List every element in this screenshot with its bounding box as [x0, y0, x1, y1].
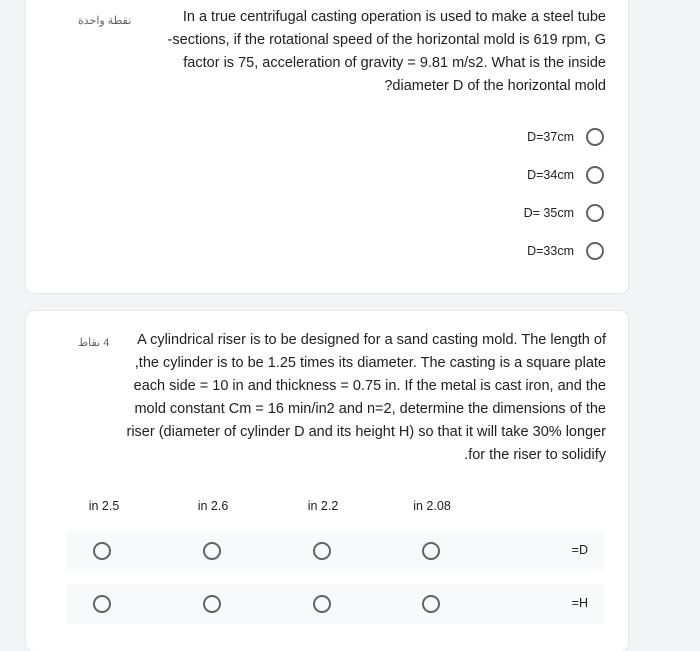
radio-button[interactable]: [422, 595, 440, 613]
radio-button[interactable]: [93, 595, 111, 613]
option-d-34[interactable]: [527, 166, 604, 184]
grid-row-h: [66, 584, 604, 624]
question-card-1: [26, 0, 628, 293]
grid-column-header: in 2.6: [197, 499, 229, 513]
radio-button[interactable]: [93, 542, 111, 560]
radio-button[interactable]: [313, 595, 331, 613]
option-label: D= 35cm: [523, 206, 574, 220]
option-d-37[interactable]: [527, 128, 604, 146]
points-label: نقطة واحدة: [78, 15, 132, 27]
option-label: D=37cm: [527, 130, 574, 144]
grid-column-header: in 2.08: [413, 499, 451, 513]
question-line: riser (diameter of cylinder D and its height H) so that it will take 30% longer: [126, 424, 606, 440]
question-text: [86, 329, 606, 467]
option-d-33[interactable]: [527, 242, 604, 260]
question-text: [126, 6, 606, 98]
grid-row-label: D=: [571, 543, 588, 557]
grid-row-d: [66, 531, 604, 571]
option-d-35[interactable]: [524, 204, 604, 222]
question-card-2: [26, 311, 628, 651]
option-label: D=34cm: [527, 168, 574, 182]
radio-button[interactable]: [586, 242, 604, 260]
question-line: sections, if the rotational speed of the horizontal mold is 619 rpm, G-: [167, 32, 606, 48]
question-line: In a true centrifugal casting operation is used to make a steel tube: [182, 9, 606, 25]
radio-button[interactable]: [422, 542, 440, 560]
question-line: A cylindrical riser is to be designed for a sand casting mold. The length of: [137, 332, 606, 348]
question-line: diameter D of the horizontal mold?: [384, 78, 606, 94]
radio-button[interactable]: [203, 595, 221, 613]
question-line: factor is 75, acceleration of gravity = 9.81 m/s2. What is the inside: [183, 55, 606, 71]
option-label: D=33cm: [527, 244, 574, 258]
question-line: mold constant Cm = 16 min/in2 and n=2, determine the dimensions of the: [134, 401, 606, 417]
radio-button[interactable]: [313, 542, 331, 560]
grid-column-header: in 2.5: [88, 499, 120, 513]
radio-button[interactable]: [586, 166, 604, 184]
question-line: each side = 10 in and thickness = 0.75 in. If the metal is cast iron, and the: [133, 378, 606, 394]
question-line: for the riser to solidify.: [464, 447, 606, 463]
radio-button[interactable]: [586, 128, 604, 146]
radio-button[interactable]: [203, 542, 221, 560]
grid-column-header: in 2.2: [307, 499, 339, 513]
points-label: 4 نقاط: [78, 337, 110, 349]
question-line: the cylinder is to be 1.25 times its diameter. The casting is a square plate,: [134, 355, 606, 371]
grid-row-label: H=: [571, 596, 588, 610]
radio-button[interactable]: [586, 204, 604, 222]
